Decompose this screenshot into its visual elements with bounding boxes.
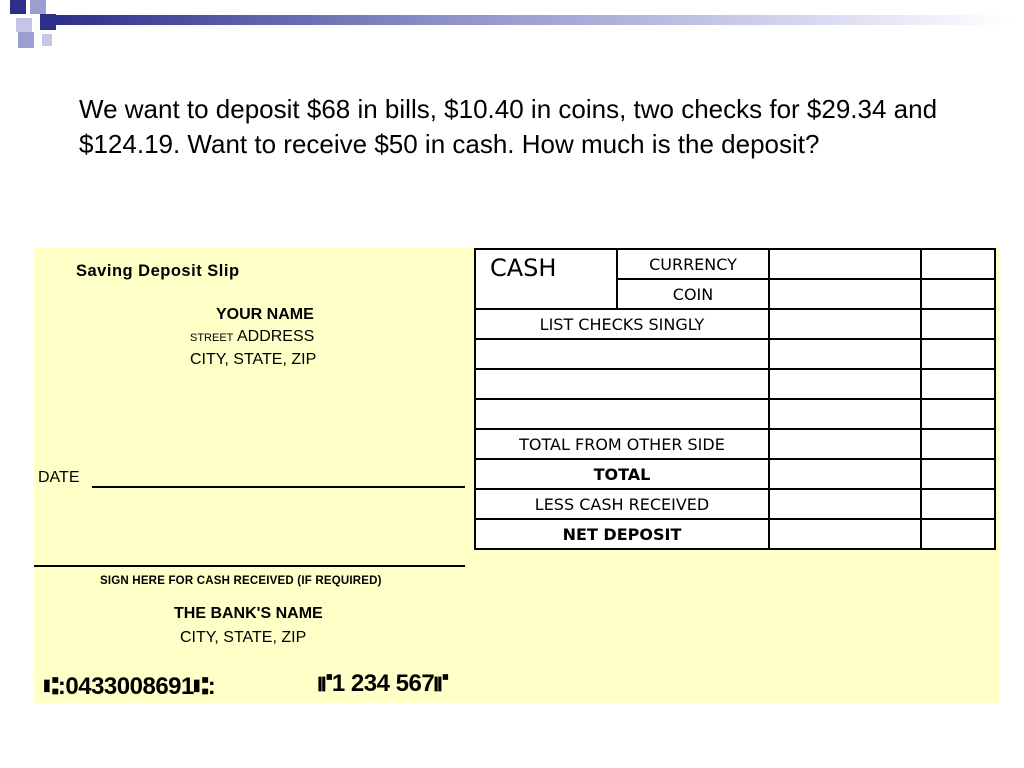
check3-dollars-field[interactable] (769, 369, 921, 399)
total-dollars-field[interactable] (769, 459, 921, 489)
check3-cents-field[interactable] (921, 369, 995, 399)
list-checks-row (475, 309, 995, 339)
check-row (475, 369, 995, 399)
check-entry-field[interactable] (475, 399, 769, 429)
coin-label: COIN (617, 279, 769, 309)
total-label: TOTAL (475, 459, 769, 489)
cash-label: CASH (475, 249, 617, 309)
bank-name: THE BANK'S NAME (174, 605, 323, 622)
deposit-slip (34, 248, 999, 703)
check2-cents-field[interactable] (921, 339, 995, 369)
check1-dollars-field[interactable] (769, 309, 921, 339)
check-row (475, 399, 995, 429)
date-label: DATE (38, 469, 80, 486)
total-other-side-label: TOTAL FROM OTHER SIDE (475, 429, 769, 459)
less-cash-cents-field[interactable] (921, 489, 995, 519)
check4-dollars-field[interactable] (769, 399, 921, 429)
slip-title: Saving Deposit Slip (76, 262, 240, 280)
deposit-table (474, 248, 996, 550)
bank-city-state-zip: CITY, STATE, ZIP (180, 629, 307, 646)
coin-cents-field[interactable] (921, 279, 995, 309)
net-deposit-row (475, 519, 995, 549)
check1-cents-field[interactable] (921, 309, 995, 339)
net-deposit-cents-field[interactable] (921, 519, 995, 549)
other-side-dollars-field[interactable] (769, 429, 921, 459)
total-row (475, 459, 995, 489)
check-entry-field[interactable] (475, 369, 769, 399)
net-deposit-label: NET DEPOSIT (475, 519, 769, 549)
currency-cents-field[interactable] (921, 249, 995, 279)
header-gradient-bar (56, 15, 1012, 25)
signature-line[interactable] (34, 565, 465, 567)
street-address (190, 328, 314, 346)
coin-dollars-field[interactable] (769, 279, 921, 309)
check4-cents-field[interactable] (921, 399, 995, 429)
your-name: YOUR NAME (216, 306, 314, 323)
less-cash-row (475, 489, 995, 519)
check2-dollars-field[interactable] (769, 339, 921, 369)
currency-label: CURRENCY (617, 249, 769, 279)
list-checks-label: LIST CHECKS SINGLY (475, 309, 769, 339)
less-cash-label: LESS CASH RECEIVED (475, 489, 769, 519)
total-other-side-row (475, 429, 995, 459)
account-number: ⑈1 234 567⑈ (318, 670, 449, 697)
less-cash-dollars-field[interactable] (769, 489, 921, 519)
other-side-cents-field[interactable] (921, 429, 995, 459)
net-deposit-dollars-field[interactable] (769, 519, 921, 549)
signature-label: SIGN HERE FOR CASH RECEIVED (IF REQUIRED) (100, 575, 382, 587)
check-entry-field[interactable] (475, 339, 769, 369)
street-label: STREET (190, 332, 234, 344)
city-state-zip: CITY, STATE, ZIP (190, 351, 317, 368)
question-text: We want to deposit $68 in bills, $10.40 in coins, two checks for $29.34 and $124.19. Want to receive $50 in cash. How much is the deposit? (79, 94, 938, 159)
currency-dollars-field[interactable] (769, 249, 921, 279)
date-line[interactable] (92, 486, 465, 488)
corner-decoration (0, 0, 60, 60)
address-label: ADDRESS (233, 328, 315, 345)
routing-number: ⑆:0433008691⑆: (44, 673, 216, 700)
total-cents-field[interactable] (921, 459, 995, 489)
currency-row (475, 249, 995, 279)
check-row (475, 339, 995, 369)
